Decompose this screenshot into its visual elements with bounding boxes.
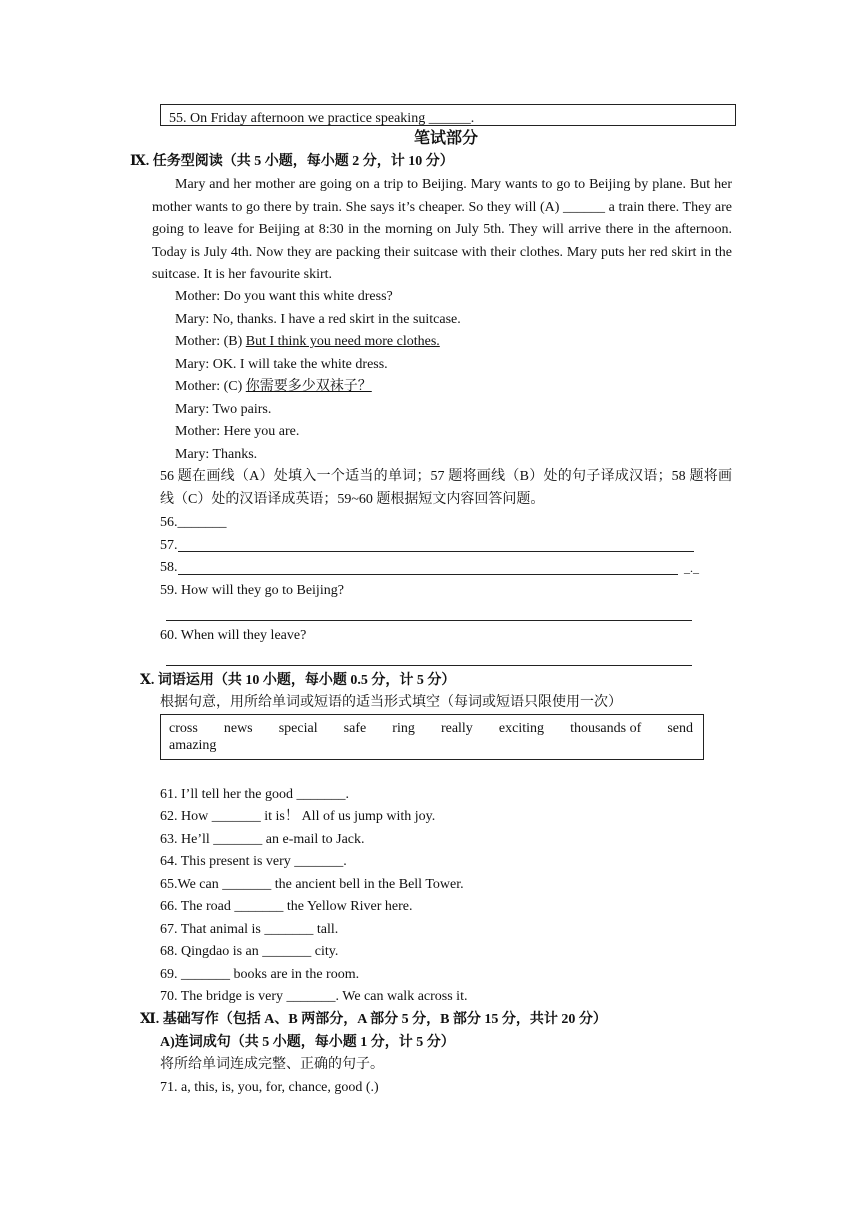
q66: 66. The road _______ the Yellow River here. xyxy=(160,899,413,914)
q69: 69. _______ books are in the room. xyxy=(160,967,360,982)
q55-box xyxy=(160,104,736,126)
q58-mark: _._ xyxy=(684,561,699,575)
passage-part-2: they are packing their suitcase with their clothes. Mary puts her red skirt in the suitcase. It is her favourite skirt. xyxy=(152,244,732,282)
dialog-b-prefix: Mother: (B) xyxy=(175,334,246,349)
dialog-line-6: Mary: Thanks. xyxy=(175,447,258,462)
q65: 65.We can _______ the ancient bell in the Bell Tower. xyxy=(160,877,464,892)
q56: 56._______ xyxy=(160,515,227,530)
q68: 68. Qingdao is an _______ city. xyxy=(160,944,339,959)
section-11-instruction: 将所给单词连成完整、正确的句子。 xyxy=(160,1057,384,1072)
q55-text: 55. On Friday afternoon we practice speaking ______. xyxy=(169,111,475,126)
passage-part-1: Mary and her mother are going on a trip to Beijing. Mary wants to go to Beijing by plane. But her mother wants to go there by train. She says it’s cheaper. So they will (A) ______ a train there. They are going to leave for Beijing at 8:30 in the morning on July 5th. They will arrive there in the afternoon. Today is July 4th. Now xyxy=(152,177,732,260)
word-bank-item: really xyxy=(440,721,473,736)
dialog-line-1: Mother: Do you want this white dress? xyxy=(175,289,393,304)
dialog-line-c xyxy=(175,376,372,399)
word-bank-item: thousands of xyxy=(570,721,642,736)
word-bank-item: special xyxy=(278,721,318,736)
q57: 57. xyxy=(160,538,178,553)
word-bank-item: safe xyxy=(343,721,367,736)
part-a-title: A)连词成句（共 5 小题，每小题 1 分，计 5 分） xyxy=(160,1035,455,1050)
section-10-title: Ⅹ. 词语运用（共 10 小题，每小题 0.5 分，计 5 分） xyxy=(140,673,456,688)
word-bank-item: send xyxy=(667,721,693,736)
word-bank-item: amazing xyxy=(169,738,217,753)
q60: 60. When will they leave? xyxy=(160,628,307,643)
word-bank-item: cross xyxy=(169,721,198,736)
dialog-line-b xyxy=(175,331,440,354)
section-10-instruction: 根据句意，用所给单词或短语的适当形式填空（每词或短语只限使用一次） xyxy=(160,695,622,710)
word-bank-item: exciting xyxy=(498,721,544,736)
q63: 63. He’ll _______ an e-mail to Jack. xyxy=(160,832,365,847)
dialog-line-5: Mother: Here you are. xyxy=(175,424,300,439)
q71: 71. a, this, is, you, for, chance, good (.) xyxy=(160,1080,379,1095)
underlined-c: 你需要多少双袜子？ xyxy=(245,379,372,394)
written-part-title: 笔试部分 xyxy=(414,130,479,147)
word-bank-item: ring xyxy=(392,721,415,736)
q58-answer-line xyxy=(178,574,678,575)
dialog-line-3: Mary: OK. I will take the white dress. xyxy=(175,357,388,372)
word-bank-item: news xyxy=(223,721,253,736)
q62: 62. How _______ it is！ All of us jump with joy. xyxy=(160,809,436,824)
dialog-line-2: Mary: No, thanks. I have a red skirt in the suitcase. xyxy=(175,312,461,327)
q58: 58. xyxy=(160,560,178,575)
q64: 64. This present is very _______. xyxy=(160,854,347,869)
section-9-title: Ⅸ. 任务型阅读（共 5 小题，每小题 2 分，计 10 分） xyxy=(130,154,454,169)
q57-answer-line xyxy=(178,551,694,552)
q61: 61. I’ll tell her the good _______. xyxy=(160,787,349,802)
reading-passage xyxy=(152,174,732,287)
underlined-b: But I think you need more clothes. xyxy=(245,334,440,349)
q59-answer-line xyxy=(166,620,692,621)
q67: 67. That animal is _______ tall. xyxy=(160,922,339,937)
dialog-line-4: Mary: Two pairs. xyxy=(175,402,272,417)
word-bank xyxy=(160,714,704,760)
q60-answer-line xyxy=(166,665,692,666)
section-9-instruction: 56 题在画线（A）处填入一个适当的单词；57 题将画线（B）处的句子译成汉语；58 题将画线（C）处的汉语译成英语；59~60 题根据短文内容回答问题。 xyxy=(160,469,732,507)
q70: 70. The bridge is very _______. We can walk across it. xyxy=(160,989,468,1004)
section-11-title: Ⅺ. 基础写作（包括 A、B 两部分，A 部分 5 分，B 部分 15 分，共计 20 分） xyxy=(140,1012,607,1027)
dialog-c-prefix: Mother: (C) xyxy=(175,379,246,394)
q59: 59. How will they go to Beijing? xyxy=(160,583,344,598)
